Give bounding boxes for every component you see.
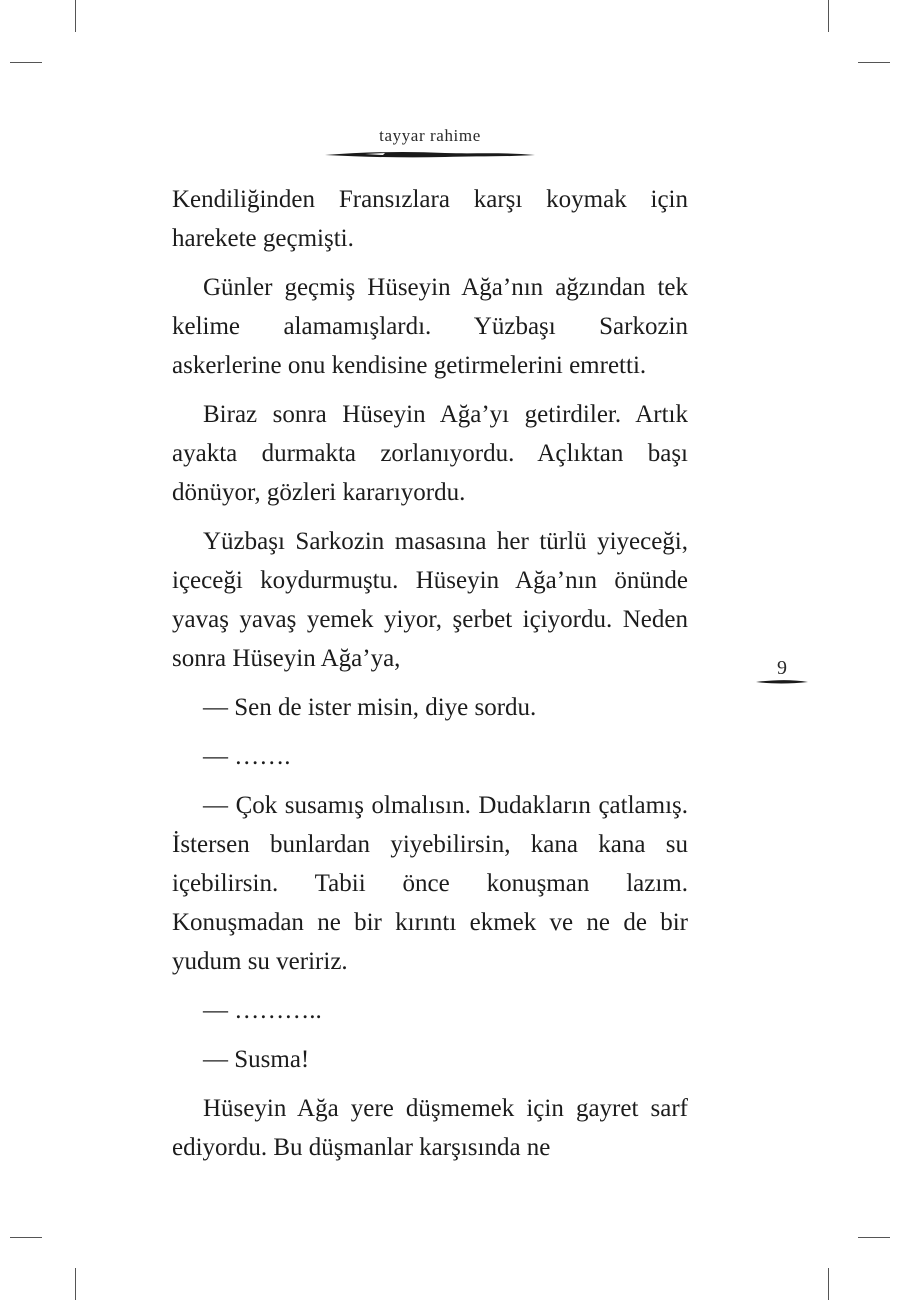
paragraph: Yüzbaşı Sarkozin masasına her türlü yiyeceği, içeceği koydurmuştu. Hüseyin Ağa’nın önünde yavaş yavaş yemek yiyor, şerbet içiyordu. Neden sonra Hüseyin Ağa’ya, <box>172 528 688 672</box>
crop-mark <box>828 1268 829 1300</box>
crop-mark <box>858 1237 890 1238</box>
crop-mark <box>75 0 76 32</box>
crop-mark <box>858 62 890 63</box>
running-header: tayyar rahime <box>379 126 481 145</box>
dialogue-line: — ……….. <box>203 997 322 1024</box>
paragraph: Kendiliğinden Fransızlara karşı koymak için harekete geçmişti. <box>172 186 688 252</box>
dialogue-line: — ……. <box>203 743 291 770</box>
page-number-brush-rule <box>756 678 808 686</box>
crop-mark <box>828 0 829 32</box>
dialogue-line: — Çok susamış olmalısın. Dudakların çatlamış. İstersen bunlardan yiyebilirsin, kana kana su içebilirsin. Tabii önce konuşman lazım. Konuşmadan ne bir kırıntı ekmek ve ne de bir yudum su veririz. <box>172 792 688 975</box>
dialogue-line: — Susma! <box>203 1046 310 1073</box>
body-text <box>172 180 688 1177</box>
paragraph: Biraz sonra Hüseyin Ağa’yı getirdiler. Artık ayakta durmakta zorlanıyordu. Açlıktan başı dönüyor, gözleri kararıyordu. <box>172 401 688 506</box>
crop-mark <box>10 1237 42 1238</box>
crop-mark <box>10 62 42 63</box>
header-brush-rule <box>325 149 535 161</box>
paragraph: Hüseyin Ağa yere düşmemek için gayret sarf ediyordu. Bu düşmanlar karşısında ne <box>172 1095 688 1161</box>
paragraph: Günler geçmiş Hüseyin Ağa’nın ağzından tek kelime alamamışlardı. Yüzbaşı Sarkozin askerlerine onu kendisine getirmelerini emretti. <box>172 274 688 379</box>
crop-mark <box>75 1268 76 1300</box>
page-number: 9 <box>777 657 787 679</box>
dialogue-line: — Sen de ister misin, diye sordu. <box>203 694 537 721</box>
